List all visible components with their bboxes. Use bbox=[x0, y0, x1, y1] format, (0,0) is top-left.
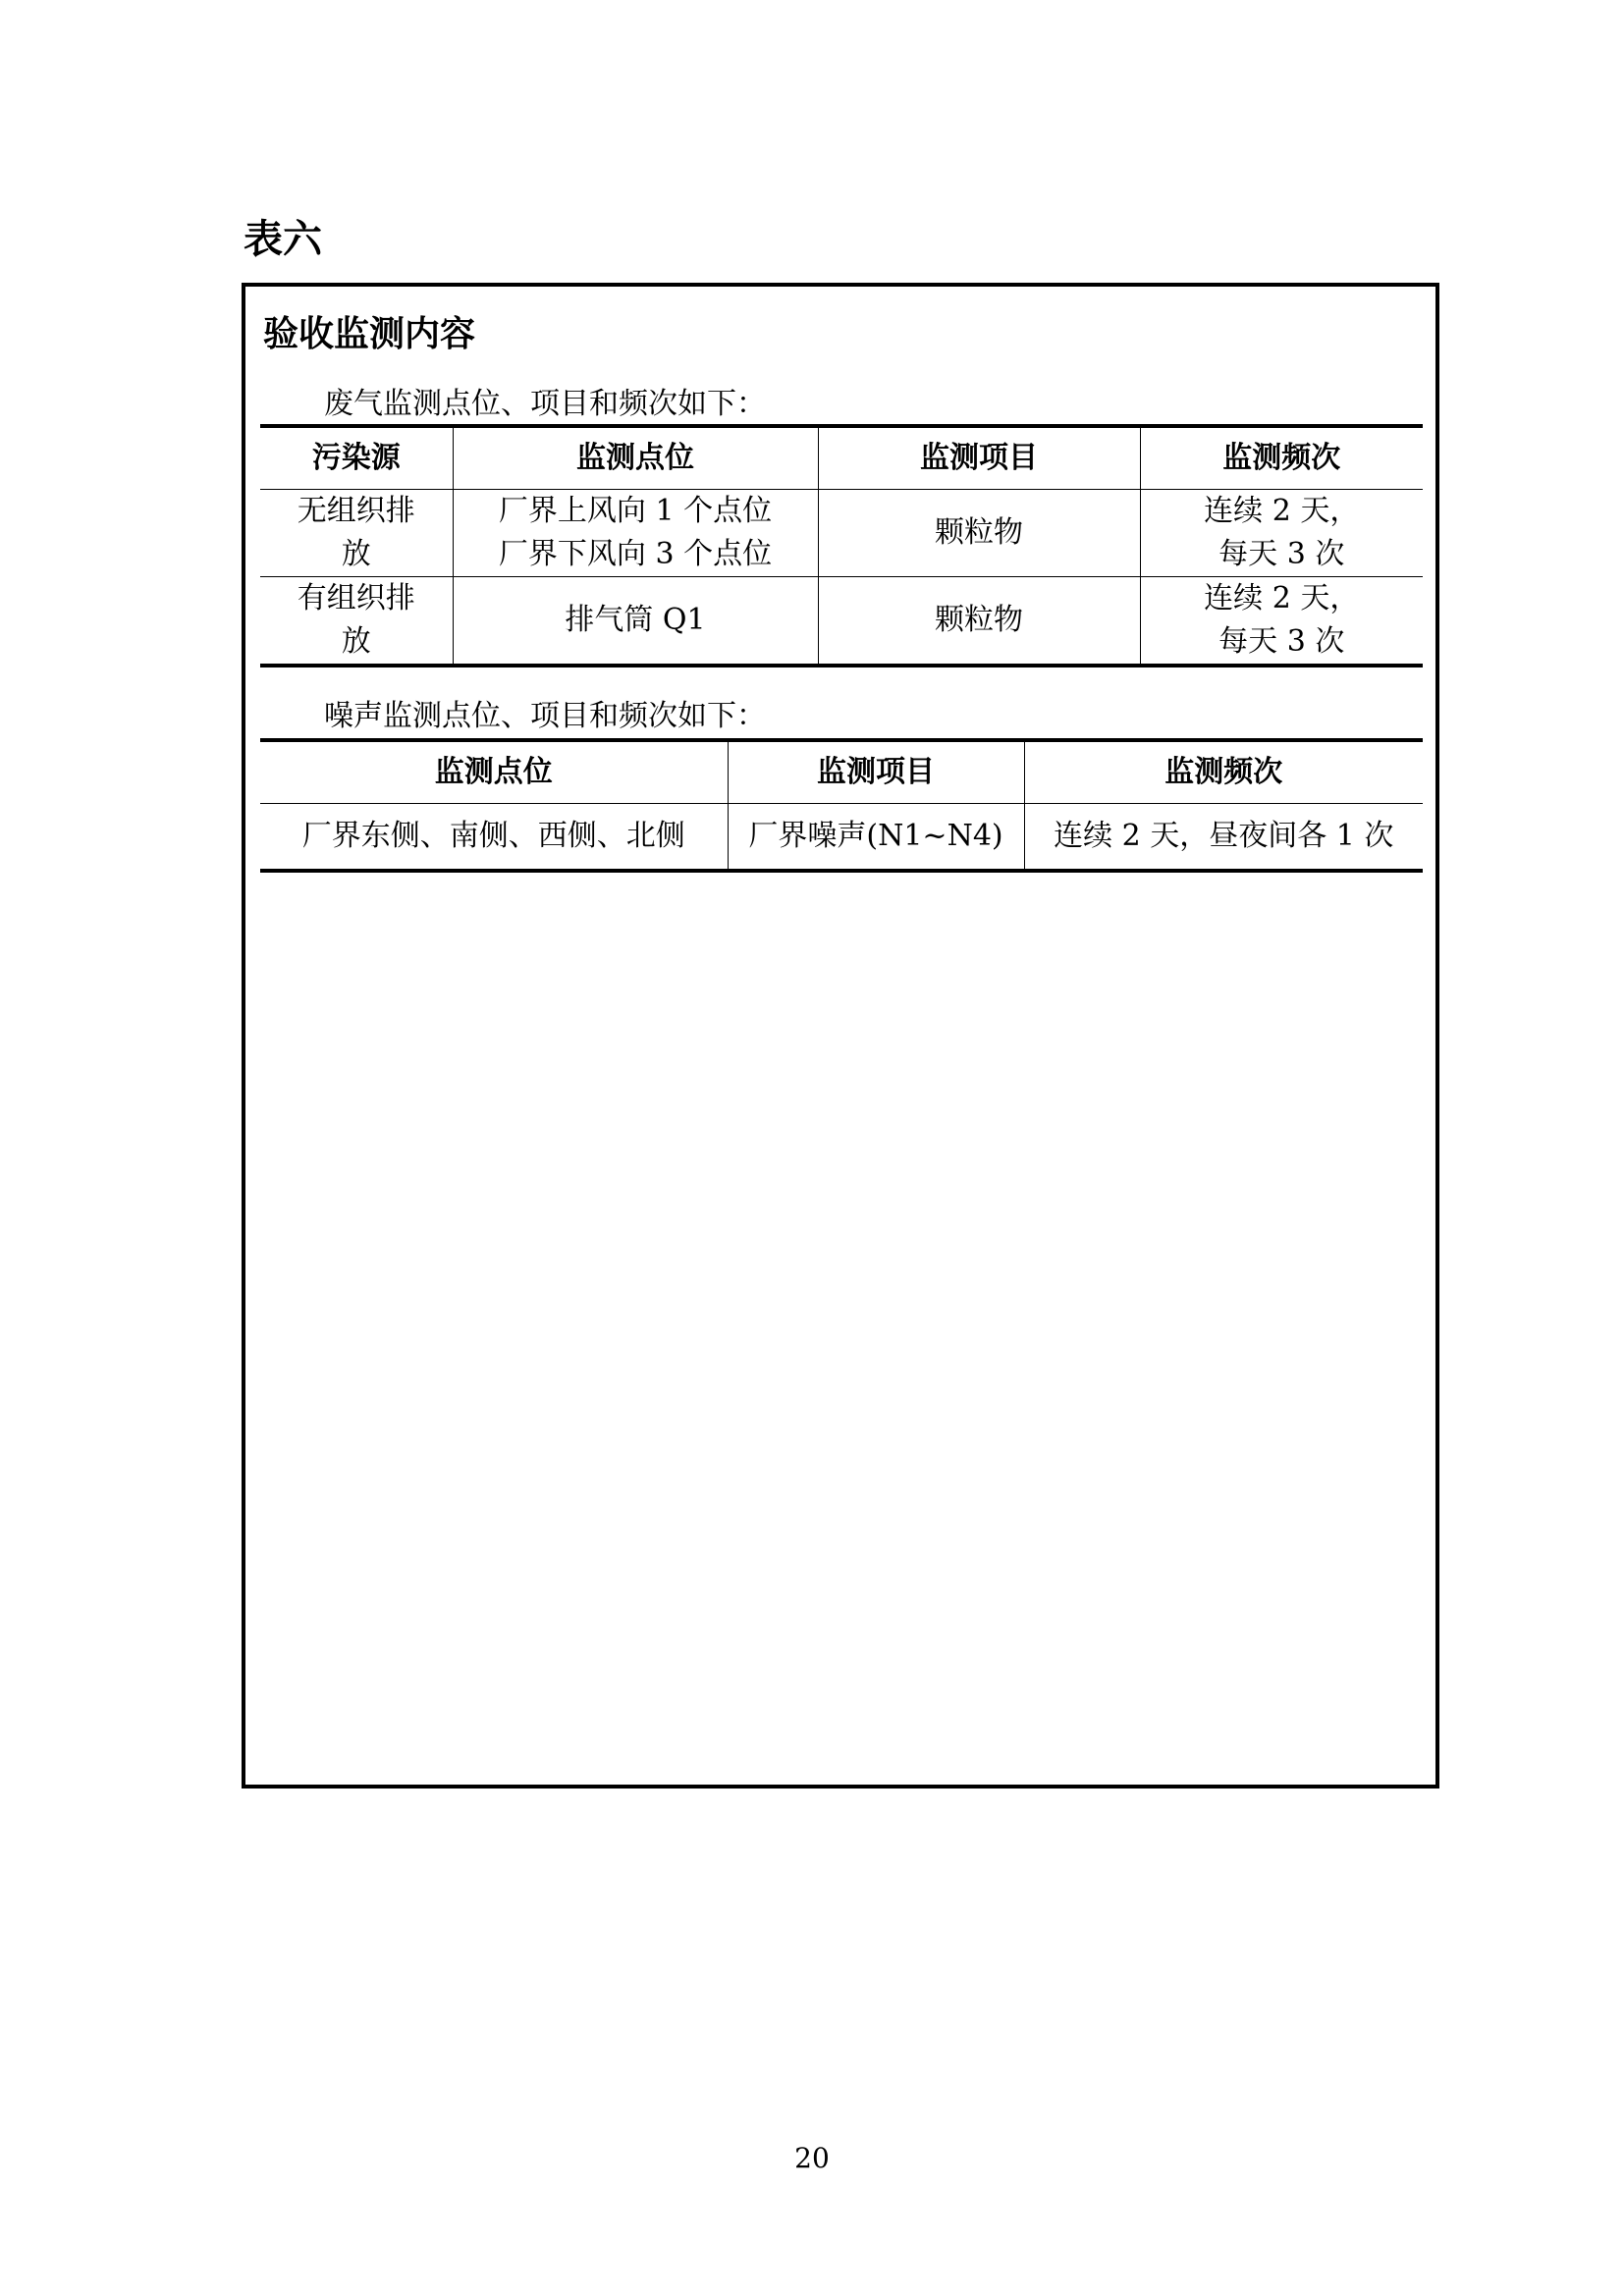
section-title: 验收监测内容 bbox=[263, 314, 476, 354]
header-item: 监测项目 bbox=[728, 740, 1024, 804]
header-frequency: 监测频次 bbox=[1024, 740, 1423, 804]
source-cell: 无组织排 放 bbox=[260, 490, 453, 577]
noise-monitoring-table bbox=[260, 738, 1423, 873]
table-label: 表六 bbox=[244, 217, 322, 262]
points-cell: 厂界东侧、南侧、西侧、北侧 bbox=[260, 804, 728, 872]
table-row bbox=[260, 804, 1423, 872]
item-cell: 颗粒物 bbox=[818, 490, 1140, 577]
table-header-row bbox=[260, 426, 1423, 490]
header-frequency: 监测频次 bbox=[1140, 426, 1423, 490]
gas-monitoring-table bbox=[260, 424, 1423, 667]
gas-intro: 废气监测点位、项目和频次如下： bbox=[324, 387, 766, 421]
page-number: 20 bbox=[794, 2142, 830, 2174]
item-cell: 厂界噪声(N1~N4) bbox=[728, 804, 1024, 872]
frequency-cell: 连续 2 天， 每天 3 次 bbox=[1140, 490, 1423, 577]
content-frame bbox=[242, 283, 1439, 1789]
table-row bbox=[260, 490, 1423, 577]
header-source: 污染源 bbox=[260, 426, 453, 490]
points-cell: 排气筒 Q1 bbox=[453, 577, 818, 667]
table-header-row bbox=[260, 740, 1423, 804]
points-cell: 厂界上风向 1 个点位 厂界下风向 3 个点位 bbox=[453, 490, 818, 577]
item-cell: 颗粒物 bbox=[818, 577, 1140, 667]
frequency-cell: 连续 2 天，昼夜间各 1 次 bbox=[1024, 804, 1423, 872]
header-points: 监测点位 bbox=[260, 740, 728, 804]
source-cell: 有组织排 放 bbox=[260, 577, 453, 667]
header-item: 监测项目 bbox=[818, 426, 1140, 490]
frequency-cell: 连续 2 天， 每天 3 次 bbox=[1140, 577, 1423, 667]
table-row bbox=[260, 577, 1423, 667]
header-points: 监测点位 bbox=[453, 426, 818, 490]
noise-intro: 噪声监测点位、项目和频次如下： bbox=[324, 699, 766, 733]
